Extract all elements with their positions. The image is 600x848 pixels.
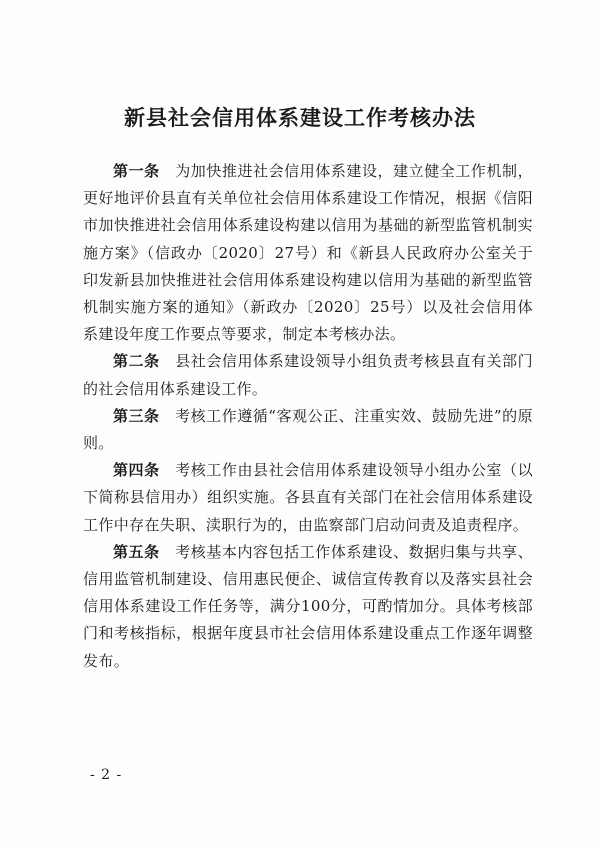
page-number: - 2 - (90, 767, 123, 783)
article-heading: 第二条 (113, 352, 160, 371)
document-body (83, 158, 533, 675)
article-2 (83, 348, 533, 402)
document-title: 新县社会信用体系建设工作考核办法 (124, 106, 476, 130)
article-1 (83, 158, 533, 348)
article-text: 考核工作遵循“客观公正、注重实效、鼓励先进”的原则。 (83, 406, 533, 453)
article-text: 县社会信用体系建设领导小组负责考核县直有关部门的社会信用体系建设工作。 (83, 352, 533, 398)
article-text: 考核基本内容包括工作体系建设、数据归集与共享、信用监管机制建设、信用惠民便企、诚信宣传教育以及落实县社会信用体系建设工作任务等，满分100分，可酌情加分。具体考核部门和考核指标，根据年度县市社会信用体系建设重点工作逐年调整发布。 (83, 542, 533, 670)
article-5 (83, 539, 533, 675)
article-heading: 第三条 (113, 406, 160, 425)
article-text: 为加快推进社会信用体系建设，建立健全工作机制，更好地评价县直有关单位社会信用体系建设工作情况，根据《信阳市加快推进社会信用体系建设构建以信用为基础的新型监管机制实施方案》（信政办〔2020〕27号）和《新县人民政府办公室关于印发新县加快推进社会信用体系建设构建以信用为基础的新型监管机制实施方案的通知》（新政办〔2020〕25号）以及社会信用体系建设年度工作要点等要求，制定本考核办法。 (83, 162, 533, 344)
article-heading: 第一条 (113, 162, 160, 180)
article-heading: 第四条 (113, 461, 160, 480)
article-3 (83, 403, 533, 457)
article-heading: 第五条 (113, 542, 160, 561)
article-4 (83, 457, 533, 539)
article-text: 考核工作由县社会信用体系建设领导小组办公室（以下简称县信用办）组织实施。各县直有关部门在社会信用体系建设工作中存在失职、渎职行为的，由监察部门启动问责及追责程序。 (83, 461, 533, 534)
